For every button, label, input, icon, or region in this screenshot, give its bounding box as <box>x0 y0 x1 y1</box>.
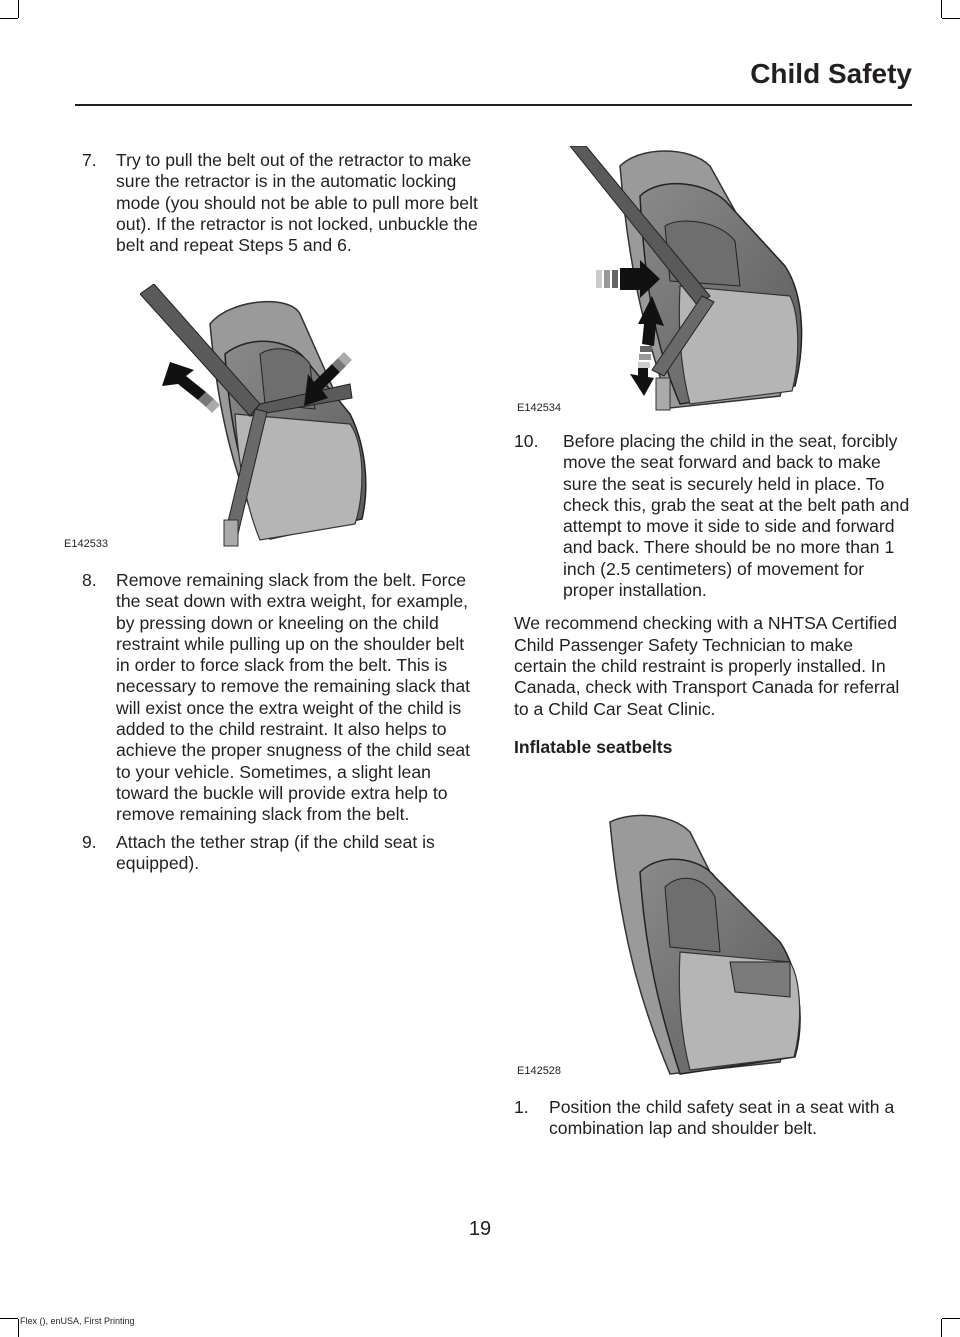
left-column-continued <box>62 570 480 874</box>
page-number: 19 <box>468 1218 492 1240</box>
crop-mark <box>0 1318 18 1319</box>
crop-mark <box>18 0 19 18</box>
crop-mark <box>941 0 942 18</box>
figure-child-seat-push <box>517 146 810 418</box>
crop-mark <box>0 18 18 19</box>
left-column <box>62 150 480 256</box>
header-divider <box>75 104 912 106</box>
child-seat-illustration <box>140 284 400 552</box>
crop-mark <box>942 18 960 19</box>
step-text: Attach the tether strap (if the child seat is equipped). <box>116 831 435 873</box>
crop-mark <box>941 1319 942 1337</box>
step-number: 1. <box>514 1097 529 1117</box>
step-10 <box>514 431 910 601</box>
step-text: Try to pull the belt out of the retractor to make sure the retractor is in the automatic locking mode (you should not be able to pull more belt out). If the retractor is not locked, unbuckle the belt and repeat Steps 5 and 6. <box>116 150 478 256</box>
step-text: Remove remaining slack from the belt. Force the seat down with extra weight, for example, by pressing down or kneeling on the child restraint while pulling up on the shoulder belt in order to force slack from the belt. This is necessary to remove the remaining slack that will exist once the extra weight of the child is added to the child restraint. It also helps to achieve the proper snugness of the child seat to your vehicle. Sometimes, a slight lean toward the buckle will provide extra help to remove remaining slack from the belt. <box>116 570 471 825</box>
right-column-continued <box>514 1097 910 1140</box>
step-number: 7. <box>82 150 97 170</box>
page-title: Child Safety <box>750 58 912 89</box>
step-text: Position the child safety seat in a seat with a combination lap and shoulder belt. <box>549 1097 895 1139</box>
step-number: 10. <box>514 431 539 451</box>
step-7 <box>62 150 480 256</box>
section-heading: Inflatable seatbelts <box>514 736 673 757</box>
figure-label: E142533 <box>64 538 109 550</box>
step-8 <box>62 570 480 826</box>
recommendation-paragraph: We recommend checking with a NHTSA Certified Child Passenger Safety Technician to make certain the child restraint is properly installed. In Canada, check with Transport Canada for referral to a Child Car Seat Clinic. <box>514 613 900 719</box>
figure-label: E142534 <box>517 402 562 414</box>
right-column <box>514 431 910 758</box>
figure-child-seat-inflatable <box>517 812 820 1080</box>
child-seat-illustration <box>590 812 820 1080</box>
step-9 <box>62 832 480 875</box>
figure-label: E142528 <box>517 1065 562 1077</box>
step-number: 8. <box>82 570 97 590</box>
step-1 <box>514 1097 910 1140</box>
step-text: Before placing the child in the seat, forcibly move the seat forward and back to make sure the seat is securely held in place. To check this, grab the seat at the belt path and attempt to move it side to side and forward and back. There should be no more than 1 inch (2.5 centimeters) of movement for proper installation. <box>563 431 910 601</box>
crop-mark <box>942 1318 960 1319</box>
child-seat-illustration <box>560 146 810 418</box>
crop-mark <box>18 1319 19 1337</box>
footer-text: Flex (), enUSA, First Printing <box>20 1316 135 1326</box>
figure-child-seat-arrows <box>64 284 400 552</box>
step-number: 9. <box>82 831 97 852</box>
